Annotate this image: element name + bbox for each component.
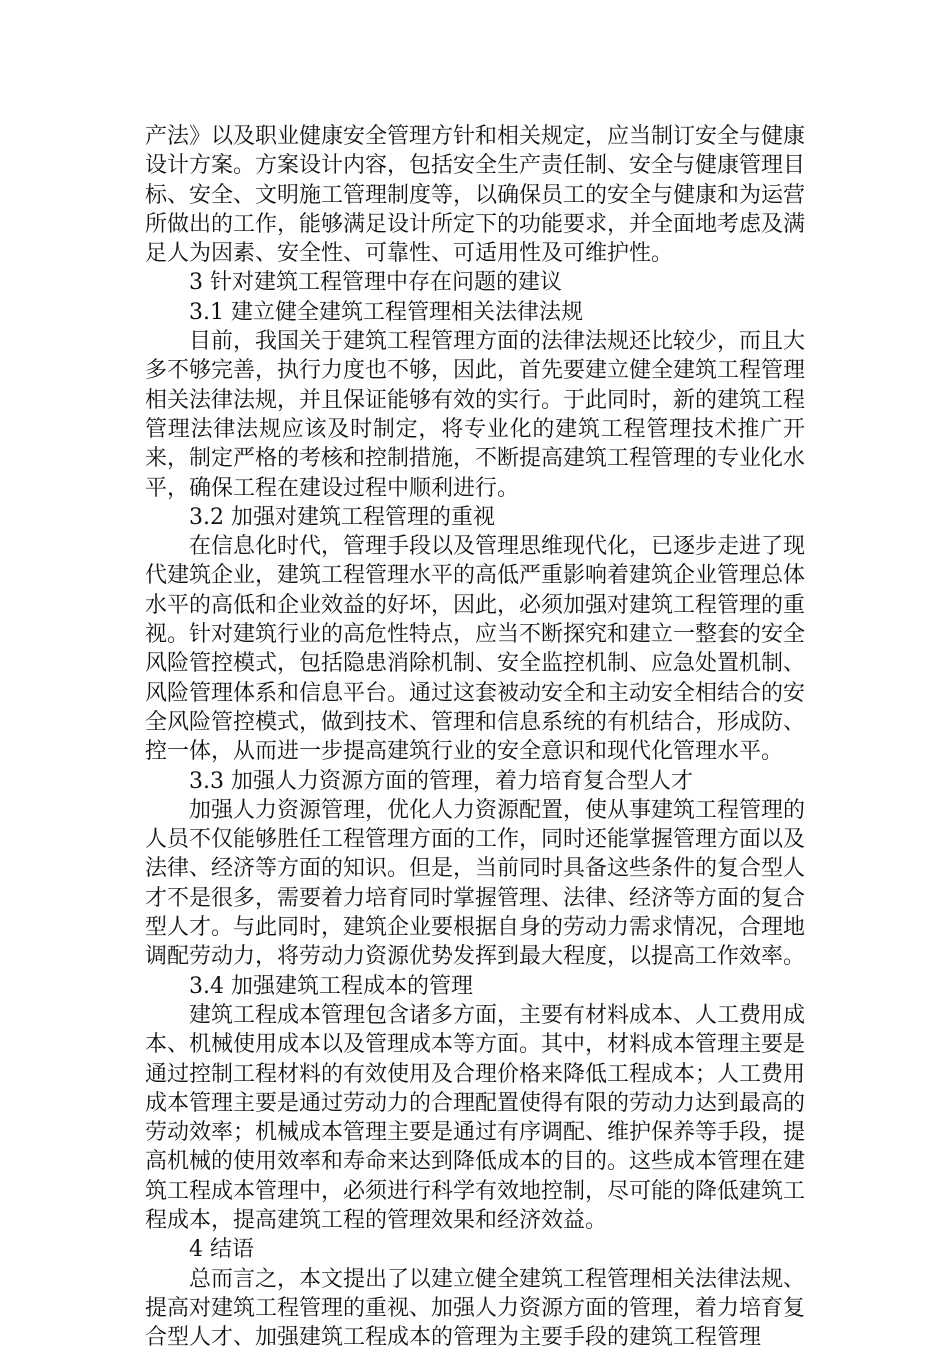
paragraph-conclusion: 总而言之，本文提出了以建立健全建筑工程管理相关法律法规、提高对建筑工程管理的重视、加强人力资源方面的管理，着力培育复合型人才、加强建筑工程成本的管理为主要手段的建筑工程管理 [145,1266,806,1351]
section-heading-3-3: 3.3 加强人力资源方面的管理，着力培育复合型人才 [189,768,693,794]
document-body [145,122,805,1352]
paragraph-laws-regulations: 目前，我国关于建筑工程管理方面的法律法规还比较少，而且大多不够完善，执行力度也不够，因此，首先要建立健全建筑工程管理相关法律法规，并且保证能够有效的实行。于此同时，新的建筑工程管理法律法规应该及时制定，将专业化的建筑工程管理技术推广开来，制定严格的考核和控制措施，不断提高建筑工程管理的专业化水平，确保工程在建设过程中顺利进行。 [145,329,806,501]
paragraph-safety-design-continuation: 产法》以及职业健康安全管理方针和相关规定，应当制订安全与健康设计方案。方案设计内容，包括安全生产责任制、安全与健康管理目标、安全、文明施工管理制度等，以确保员工的安全与健康和为运营所做出的工作，能够满足设计所定下的功能要求，并全面地考虑及满足人为因素、安全性、可靠性、可适用性及可维护性。 [145,124,806,267]
paragraph-cost-management: 建筑工程成本管理包含诸多方面，主要有材料成本、人工费用成本、机械使用成本以及管理成本等方面。其中，材料成本管理主要是通过控制工程材料的有效使用及合理价格来降低工程成本；人工费用成本管理主要是通过劳动力的合理配置使得有限的劳动力达到最高的劳动效率；机械成本管理主要是通过有序调配、维护保养等手段，提高机械的使用效率和寿命来达到降低成本的目的。这些成本管理在建筑工程成本管理中，必须进行科学有效地控制，尽可能的降低建筑工程成本，提高建筑工程的管理效果和经济效益。 [145,1002,806,1233]
paragraph-management-emphasis: 在信息化时代，管理手段以及管理思维现代化，已逐步走进了现代建筑企业，建筑工程管理水平的高低严重影响着建筑企业管理总体水平的高低和企业效益的好坏，因此，必须加强对建筑工程管理的重视。针对建筑行业的高危性特点，应当不断探究和建立一整套的安全风险管控模式，包括隐患消除机制、安全监控机制、应急处置机制、风险管理体系和信息平台。通过这套被动安全和主动安全相结合的安全风险管控模式，做到技术、管理和信息系统的有机结合，形成防、控一体，从而进一步提高建筑行业的安全意识和现代化管理水平。 [145,534,806,765]
section-heading-3: 3 针对建筑工程管理中存在问题的建议 [189,270,562,296]
section-heading-3-1: 3.1 建立健全建筑工程管理相关法律法规 [189,299,583,325]
paragraph-human-resources: 加强人力资源管理，优化人力资源配置，使从事建筑工程管理的人员不仅能够胜任工程管理方面的工作，同时还能掌握管理方面以及法律、经济等方面的知识。但是，当前同时具备这些条件的复合型人才不是很多，需要着力培育同时掌握管理、法律、经济等方面的复合型人才。与此同时，建筑企业要根据自身的劳动力需求情况，合理地调配劳动力，将劳动力资源优势发挥到最大程度，以提高工作效率。 [145,797,806,970]
section-heading-3-4: 3.4 加强建筑工程成本的管理 [189,973,473,999]
section-heading-3-2: 3.2 加强对建筑工程管理的重视 [189,504,495,530]
section-heading-4: 4 结语 [189,1237,254,1263]
